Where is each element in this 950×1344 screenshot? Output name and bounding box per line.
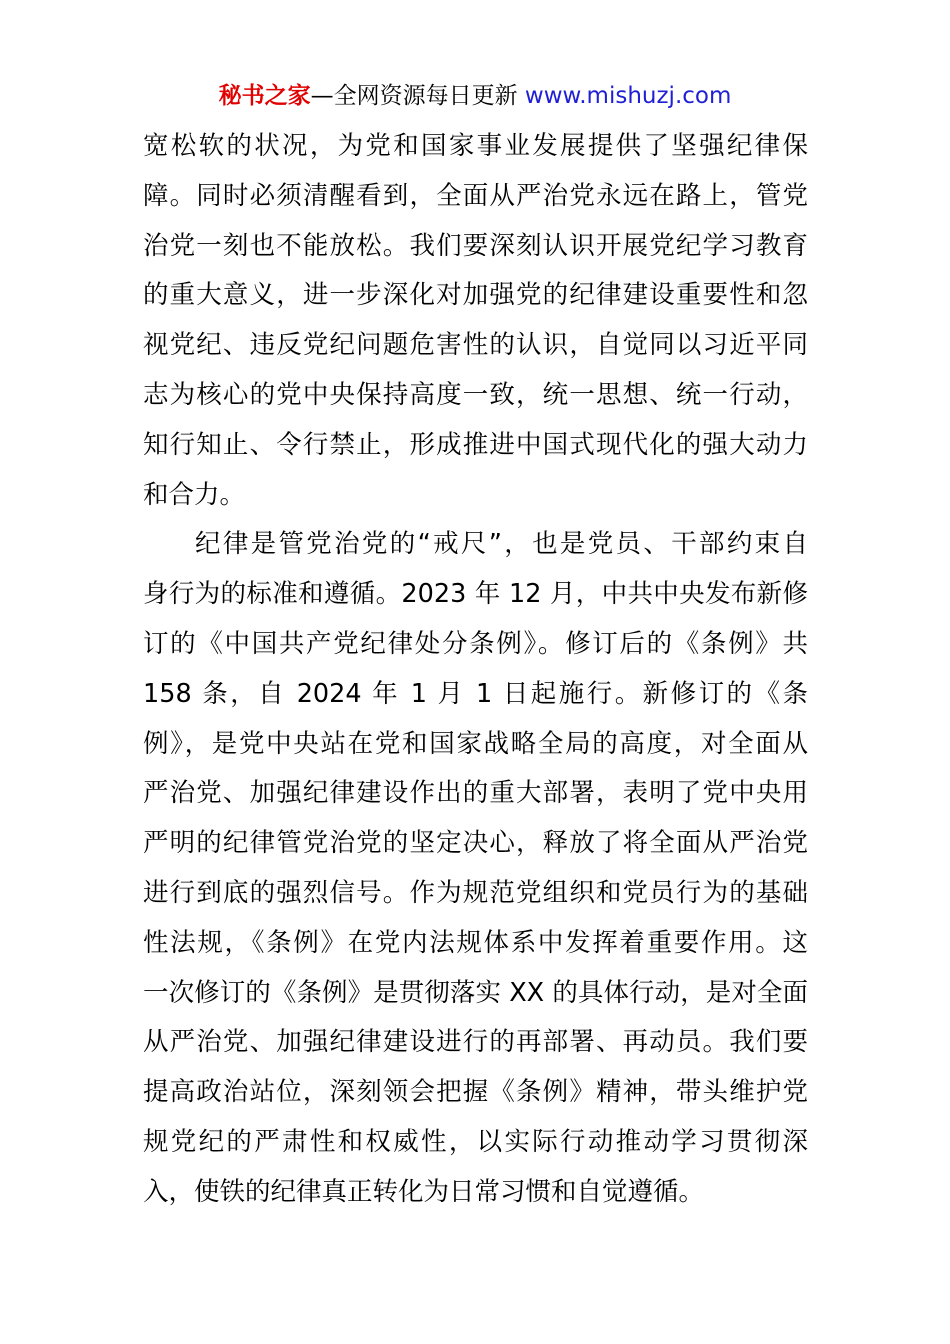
text-line: 知行知止、令行禁止，形成推进中国式现代化的强大动力 [143, 429, 808, 460]
text-line: 严明的纪律管党治党的坚定决心，释放了将全面从严治党 [143, 828, 808, 859]
text-line: 治党一刻也不能放松。我们要深刻认识开展党纪学习教育 [143, 230, 808, 261]
text-line: 提高政治站位，深刻领会把握《条例》精神，带头维护党 [143, 1077, 808, 1108]
text-line: 入，使铁的纪律真正转化为日常习惯和自觉遵循。 [143, 1176, 705, 1207]
text-line: 进行到底的强烈信号。作为规范党组织和党员行为的基础 [143, 877, 808, 908]
brand-name: 秘书之家 [218, 83, 311, 109]
text-line: 身行为的标准和遵循。2023 年 12 月，中共中央发布新修 [143, 579, 808, 610]
text-line: 视党纪、违反党纪问题危害性的认识，自觉同以习近平同 [143, 330, 808, 361]
text-line: 订的《中国共产党纪律处分条例》。修订后的《条例》共 [143, 628, 808, 659]
text-line: 一次修订的《条例》是贯彻落实 XX 的具体行动，是对全面 [143, 977, 808, 1008]
text-line: 严治党、加强纪律建设作出的重大部署，表明了党中央用 [143, 778, 808, 809]
header-tagline: —全网资源每日更新 [310, 83, 525, 109]
text-line: 纪律是管党治党的“戒尺”，也是党员、干部约束自 [195, 529, 808, 560]
document-body [143, 122, 808, 1218]
header-url[interactable]: www.mishuzj.com [524, 83, 732, 109]
text-line: 和合力。 [143, 479, 246, 510]
text-line: 志为核心的党中央保持高度一致，统一思想、统一行动， [143, 379, 808, 410]
text-line: 宽松软的状况，为党和国家事业发展提供了坚强纪律保 [143, 131, 808, 161]
text-line: 障。同时必须清醒看到，全面从严治党永远在路上，管党 [143, 180, 808, 211]
text-line: 例》，是党中央站在党和国家战略全局的高度，对全面从 [143, 728, 808, 759]
text-line: 性法规，《条例》在党内法规体系中发挥着重要作用。这 [143, 927, 808, 958]
text-line: 158 条，自 2024 年 1 月 1 日起施行。新修订的《条 [143, 678, 808, 709]
page-header [0, 80, 950, 112]
paragraph-1 [143, 122, 808, 520]
text-line: 规党纪的严肃性和权威性，以实际行动推动学习贯彻深 [143, 1126, 808, 1157]
paragraph-2 [143, 520, 808, 1217]
text-line: 的重大意义，进一步深化对加强党的纪律建设重要性和忽 [143, 280, 808, 311]
text-line: 从严治党、加强纪律建设进行的再部署、再动员。我们要 [143, 1027, 808, 1058]
